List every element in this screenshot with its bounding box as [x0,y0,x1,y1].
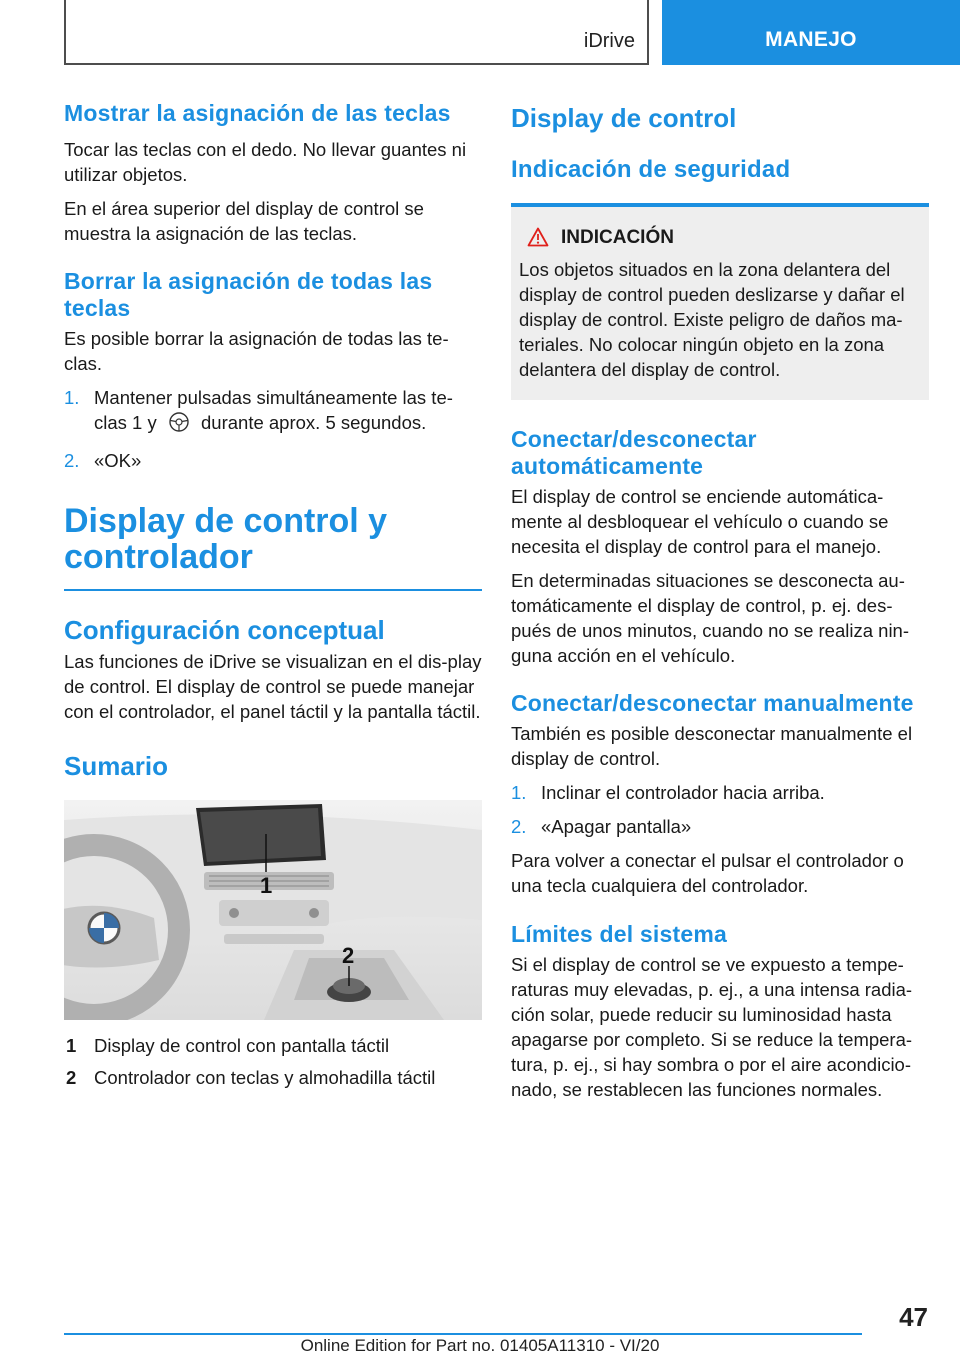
heading-safety: Indicación de seguridad [511,156,791,183]
left-column [64,100,482,1090]
paragraph-delete-possible: Es posible borrar la asignación de todas las te-clas. [64,328,449,374]
step-item [511,814,929,839]
heading-delete-assignment: Borrar la asignación de todas las teclas [64,268,433,321]
paragraph-auto-off: En determinadas situaciones se desconecta au-tomáticamente el display de control, p. ej. des-pués de unos minutos, cuando no se realiza nin-guna acción en el vehículo. [511,570,910,666]
step-number: 2. [64,450,80,471]
legend-text: Controlador con teclas y almohadilla táctil [94,1066,436,1088]
legend-key: 1 [66,1034,77,1056]
legend-item [64,1065,482,1090]
step-text-continued: durante aprox. 5 segundos. [201,412,427,433]
legend-item [64,1033,482,1058]
paragraph-reconnect: Para volver a conectar el pulsar el controlador o una tecla cualquiera del controlador. [511,850,904,896]
warning-triangle-icon [519,227,551,249]
paragraph-limits: Si el display de control se ve expuesto a tempe-raturas muy elevadas, p. ej., a una intensa radia-ción solar, puede reducir su luminosidad hasta apagarse por completo. Si se reduce la tempera-tura, p. ej., si hay sombra o por el aire acondicio-nado, se restablecen las funciones normales. [511,954,913,1100]
paragraph-manual: También es posible desconectar manualmente el display de control. [511,723,913,769]
legend-text: Display de control con pantalla táctil [94,1034,390,1056]
page-number: 47 [899,1302,928,1332]
step-text: Inclinar el controlador hacia arriba. [541,782,825,803]
notice-box [511,203,929,400]
paragraph-auto-on: El display de control se enciende automática-mente al desbloquear el vehículo o cuando se necesita el display de control para el manejo. [511,486,889,557]
step-text: «OK» [94,450,142,471]
right-column [511,100,929,1102]
heading-display-controller: Display de control y controlador [64,502,388,576]
steering-wheel-icon [168,411,190,439]
footer-divider [64,1333,862,1335]
dashboard-illustration [64,800,482,1020]
header-section-box [64,0,649,65]
callout-2: 2 [342,942,355,968]
step-text: «Apagar pantalla» [541,816,692,837]
step-item [64,448,482,473]
heading-system-limits: Límites del sistema [511,921,727,947]
notice-text: Los objetos situados en la zona delantera del display de control pueden deslizarse y dañar el display de control. Existe peligro de daños ma-teriales. No colocar ningún objeto en la zona delantera del display de control. [519,259,905,380]
heading-show-assignment: Mostrar la asignación de las teclas [64,100,451,126]
paragraph-touch-keys: Tocar las teclas con el dedo. No llevar guantes ni utilizar objetos. [64,139,467,185]
notice-title: INDICACIÓN [561,227,674,248]
step-number: 2. [511,816,527,837]
notice-header [519,225,921,251]
chapter-tab[interactable] [662,0,960,65]
heading-concept: Configuración conceptual [64,614,385,645]
step-item [64,385,482,439]
header-section [66,0,647,63]
legend-key: 2 [66,1066,77,1088]
heading-control-display: Display de control [511,103,737,133]
step-number: 1. [511,782,527,803]
dashboard-figure [64,800,482,1020]
paragraph-assignment-area: En el área superior del display de control se muestra la asignación de las teclas. [64,198,424,244]
callout-1: 1 [260,872,273,898]
chapter-tab-label: MANEJO [765,28,857,51]
step-number: 1. [64,387,80,408]
footer-edition: Online Edition for Part no. 01405A11310 - VI/20 [300,1336,660,1355]
header-section-title: iDrive [583,30,635,52]
heading-overview: Sumario [64,750,169,781]
paragraph-concept: Las funciones de iDrive se visualizan en el dis-play de control. El display de control se puede manejar con el controlador, el panel táctil y la pantalla táctil. [64,650,482,722]
section-divider [64,589,482,591]
heading-manual-toggle: Conectar/desconectar manualmente [511,690,914,716]
step-item [511,780,929,805]
step-text: Mantener pulsadas simultáneamente las te-clas 1 y [94,387,453,433]
heading-auto-toggle: Conectar/desconectar automáticamente [511,426,757,479]
